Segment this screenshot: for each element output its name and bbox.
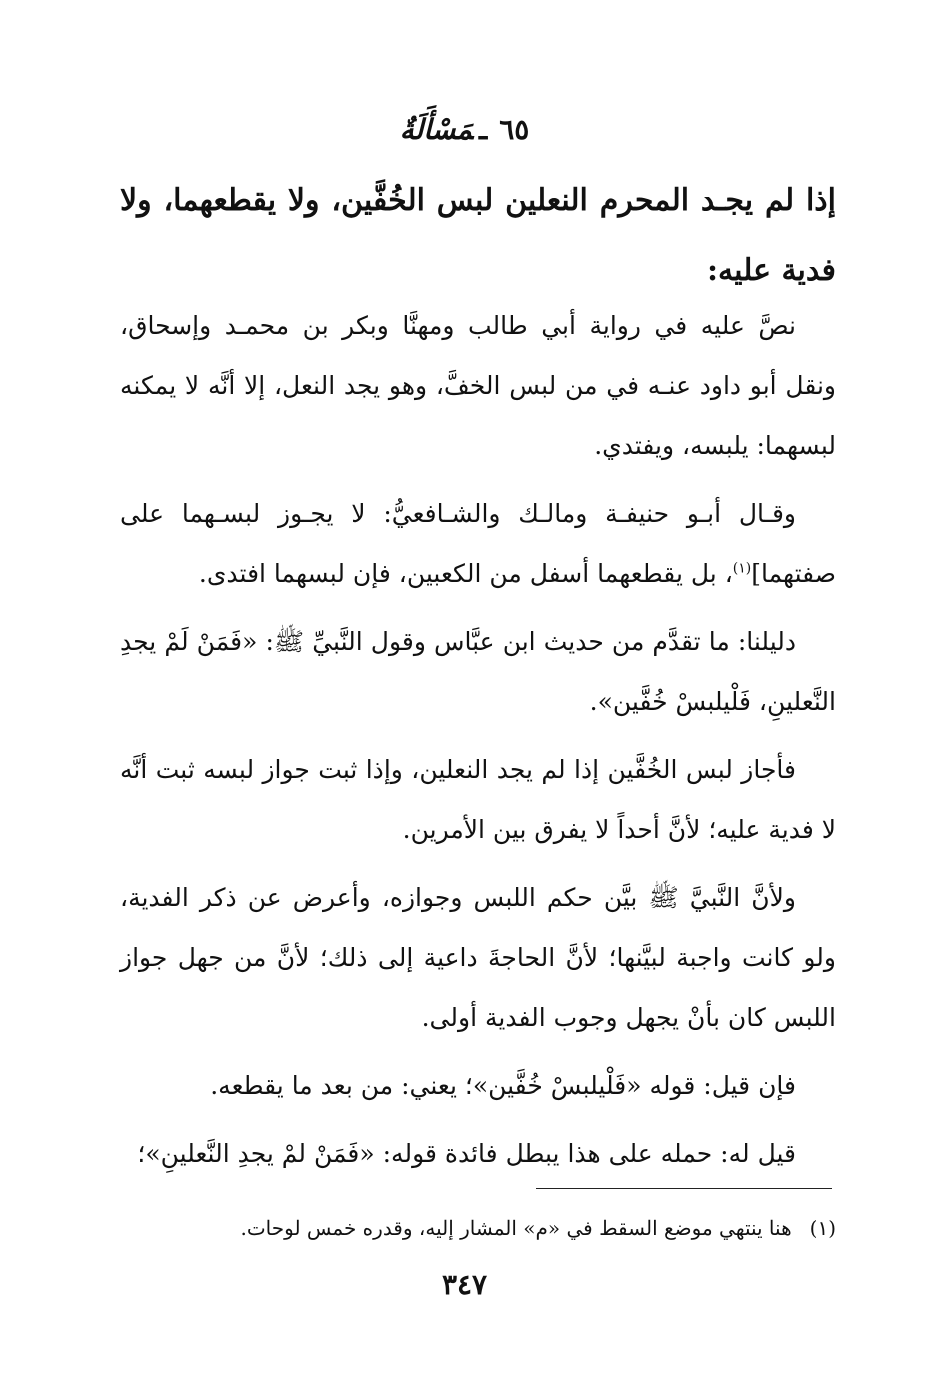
footnote	[120, 1208, 836, 1248]
paragraph-3: دليلنا: ما تقدَّم من حديث ابن عبَّاس وقول النَّبيِّ ﷺ: «فَمَنْ لَمْ يجدِ النَّعلينِ، فَلْيلبسْ خُفَّين».	[120, 627, 836, 716]
paragraph-4: فأجاز لبس الخُفَّين إذا لم يجد النعلين، وإذا ثبت جواز لبسه ثبت أنَّه لا فدية عليه؛ لأنَّ أحداً لا يفرق بين الأمرين.	[120, 755, 836, 844]
body-text	[120, 296, 836, 1184]
footnote-divider	[536, 1188, 832, 1189]
paragraph-1: نصَّ عليه في رواية أبي طالب ومهنَّا وبكر بن محمـد وإسحاق، ونقل أبو داود عنـه في من لبس الخفَّ، وهو يجد النعل، إلا أنَّه لا يمكنه لبسهما: يلبسه، ويفتدي.	[120, 311, 836, 460]
issue-word: مَسْأَلَةٌ	[399, 113, 473, 146]
paragraph-5: ولأنَّ النَّبيَّ ﷺ بيَّن حكم اللبس وجوازه، وأعرض عن ذكر الفدية، ولو كانت واجبة لبيَّنها؛ لأنَّ الحاجةَ داعية إلى ذلك؛ لأنَّ من جهل جواز اللبس كان بأنْ يجهل وجوب الفدية أولى.	[120, 883, 836, 1032]
paragraph-7: قيل له: حمله على هذا يبطل فائدة قوله: «فَمَنْ لمْ يجدِ النَّعلينِ»؛	[137, 1139, 796, 1168]
issue-separator: ـ	[478, 113, 488, 146]
issue-heading	[0, 100, 929, 160]
paragraph-2-continuation: ، بل يقطعهما أسفل من الكعبين، فإن لبسهما افتدى.	[198, 559, 733, 588]
issue-title: إذا لم يجـد المحرم النعلين لبس الخُفَّين، ولا يقطعهما، ولا فدية عليه:	[120, 183, 836, 288]
page-number: ٣٤٧	[441, 1268, 488, 1301]
footnote-reference[interactable]: (١)	[732, 560, 752, 577]
paragraph-2	[120, 484, 836, 604]
paragraph-6: فإن قيل: قوله «فَلْيلبسْ خُفَّين»؛ يعني: من بعد ما يقطعه.	[210, 1071, 796, 1100]
footnote-text: هنا ينتهي موضع السقط في «م» المشار إليه، وقدره خمس لوحات.	[240, 1216, 792, 1240]
issue-number: ٦٥	[499, 113, 530, 146]
footnote-mark: (١)	[809, 1216, 836, 1240]
paragraph-2-text: وقـال أبـو حنيفـة ومالـك والشـافعيُّ: لا يجـوز لبسـهما على صفتهما]	[120, 499, 836, 588]
